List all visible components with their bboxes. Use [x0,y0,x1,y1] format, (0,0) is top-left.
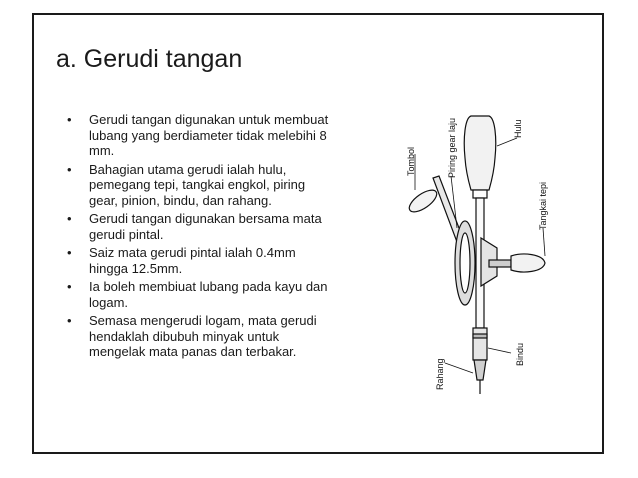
bullet-item: • Ia boleh membiuat lubang pada kayu dan logam. [67,279,337,310]
label-rahang: Rahang [435,358,445,390]
bullet-item: • Semasa mengerudi logam, mata gerudi hendaklah dibubuh minyak untuk mengelak mata panas dan terbakar. [67,313,337,360]
side-shaft [489,260,511,267]
hand-drill-illustration [393,98,578,398]
label-hulu: Hulu [513,119,523,138]
tangkai-tepi-handle [511,254,545,272]
chuck-body [473,328,487,360]
chuck-jaws [474,360,486,380]
label-piring-gear-laju: Piring gear laju [447,117,457,178]
bullet-item: • Bahagian utama gerudi ialah hulu, pemegang tepi, tangkai engkol, piring gear, pinion, bindu, dan rahang. [67,162,337,209]
label-bindu: Bindu [515,342,525,366]
bullet-item: • Gerudi tangan digunakan bersama mata gerudi pintal. [67,211,337,242]
handle-collar [473,190,487,198]
label-tombol: Tombol [406,146,416,176]
label-tangkai-tepi: Tangkai tepi [538,181,548,230]
bullet-item: • Saiz mata gerudi pintal ialah 0.4mm hingga 12.5mm. [67,245,337,276]
hulu-handle [464,116,496,190]
bullet-list [67,112,337,363]
slide-title: a. Gerudi tangan [56,45,243,73]
tombol-knob [406,186,440,216]
bullet-item: • Gerudi tangan digunakan untuk membuat lubang yang berdiameter tidak melebihi 8 mm. [67,112,337,159]
